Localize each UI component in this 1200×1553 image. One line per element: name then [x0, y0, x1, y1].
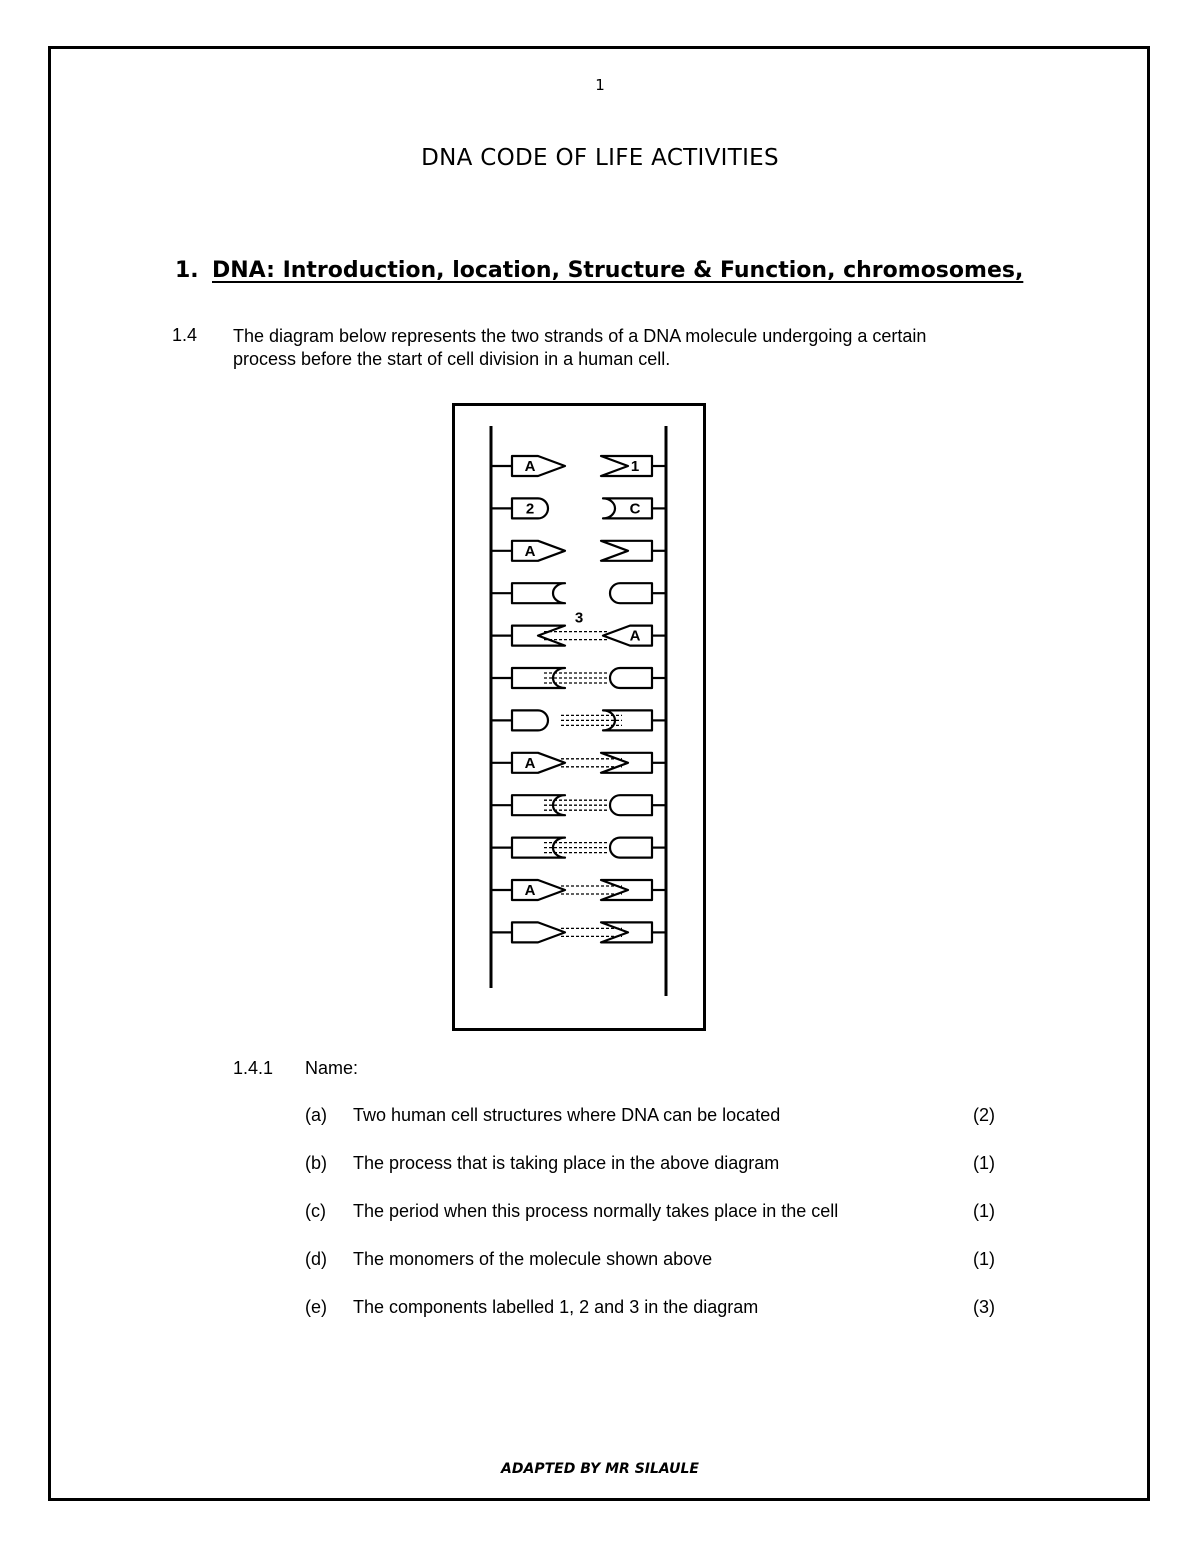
item-letter: (a) — [305, 1105, 327, 1125]
left-base — [512, 838, 565, 858]
right-base — [610, 795, 652, 815]
dna-diagram-svg — [455, 406, 703, 1028]
right-base-label: 1 — [630, 458, 640, 475]
right-base — [610, 838, 652, 858]
item-letter: (c) — [305, 1201, 326, 1221]
right-base — [603, 626, 652, 646]
item-text: Two human cell structures where DNA can be located — [353, 1105, 781, 1125]
item-letter: (d) — [305, 1249, 327, 1269]
item-marks: (1) — [973, 1153, 995, 1173]
question-number: 1.4 — [172, 325, 198, 345]
right-base — [610, 668, 652, 688]
left-base — [512, 922, 565, 942]
left-base-label: A — [524, 458, 536, 475]
left-base — [512, 880, 565, 900]
item-text: The period when this process normally takes place in the cell — [353, 1201, 839, 1221]
right-base-label: C — [629, 500, 641, 518]
item-marks: (2) — [973, 1105, 995, 1125]
right-base — [601, 541, 652, 561]
section-heading — [175, 258, 1023, 283]
item-text: The components labelled 1, 2 and 3 in the diagram — [353, 1297, 759, 1317]
question-text: The diagram below represents the two strands of a DNA molecule undergoing a certain process before the start of cell division in a human cell. — [233, 326, 927, 369]
right-base — [603, 498, 652, 518]
section-number: 1. — [175, 258, 199, 283]
left-base-label: 2 — [525, 500, 535, 518]
subquestion-label: Name: — [305, 1058, 359, 1078]
question-item-c — [305, 1201, 1005, 1249]
item-letter: (e) — [305, 1297, 327, 1317]
question-items — [305, 1105, 1005, 1345]
right-base — [610, 583, 652, 603]
question-item-d — [305, 1249, 1005, 1297]
right-base — [601, 753, 652, 773]
subquestion-number: 1.4.1 — [233, 1058, 274, 1078]
left-base — [512, 795, 565, 815]
left-base — [512, 541, 565, 561]
left-base-label: A — [524, 882, 536, 899]
right-base — [603, 710, 652, 730]
question-item-e — [305, 1297, 1005, 1345]
right-base — [601, 456, 652, 476]
left-base — [512, 668, 565, 688]
left-base — [512, 626, 565, 646]
left-base — [512, 753, 565, 773]
left-base — [512, 710, 548, 730]
right-base-label: A — [629, 627, 641, 645]
dna-diagram — [452, 403, 706, 1031]
item-text: The process that is taking place in the above diagram — [353, 1153, 780, 1173]
item-text: The monomers of the molecule shown above — [353, 1249, 713, 1269]
document-title: DNA CODE OF LIFE ACTIVITIES — [421, 145, 779, 171]
label-3: 3 — [574, 609, 584, 627]
right-base — [601, 880, 652, 900]
section-title: DNA: Introduction, location, Structure & Function, chromosomes, — [212, 258, 1024, 283]
page-number: 1 — [595, 76, 605, 94]
left-base-label: A — [524, 754, 536, 772]
right-base — [601, 922, 652, 942]
left-base — [512, 456, 565, 476]
footer-credit: ADAPTED BY MR SILAULE — [501, 1461, 699, 1477]
question-item-a — [305, 1105, 1005, 1153]
left-base — [512, 583, 565, 603]
item-marks: (3) — [973, 1297, 995, 1317]
left-base-label: A — [524, 542, 536, 560]
item-marks: (1) — [973, 1201, 995, 1221]
item-letter: (b) — [305, 1153, 327, 1173]
item-marks: (1) — [973, 1249, 995, 1269]
question-item-b — [305, 1153, 1005, 1201]
